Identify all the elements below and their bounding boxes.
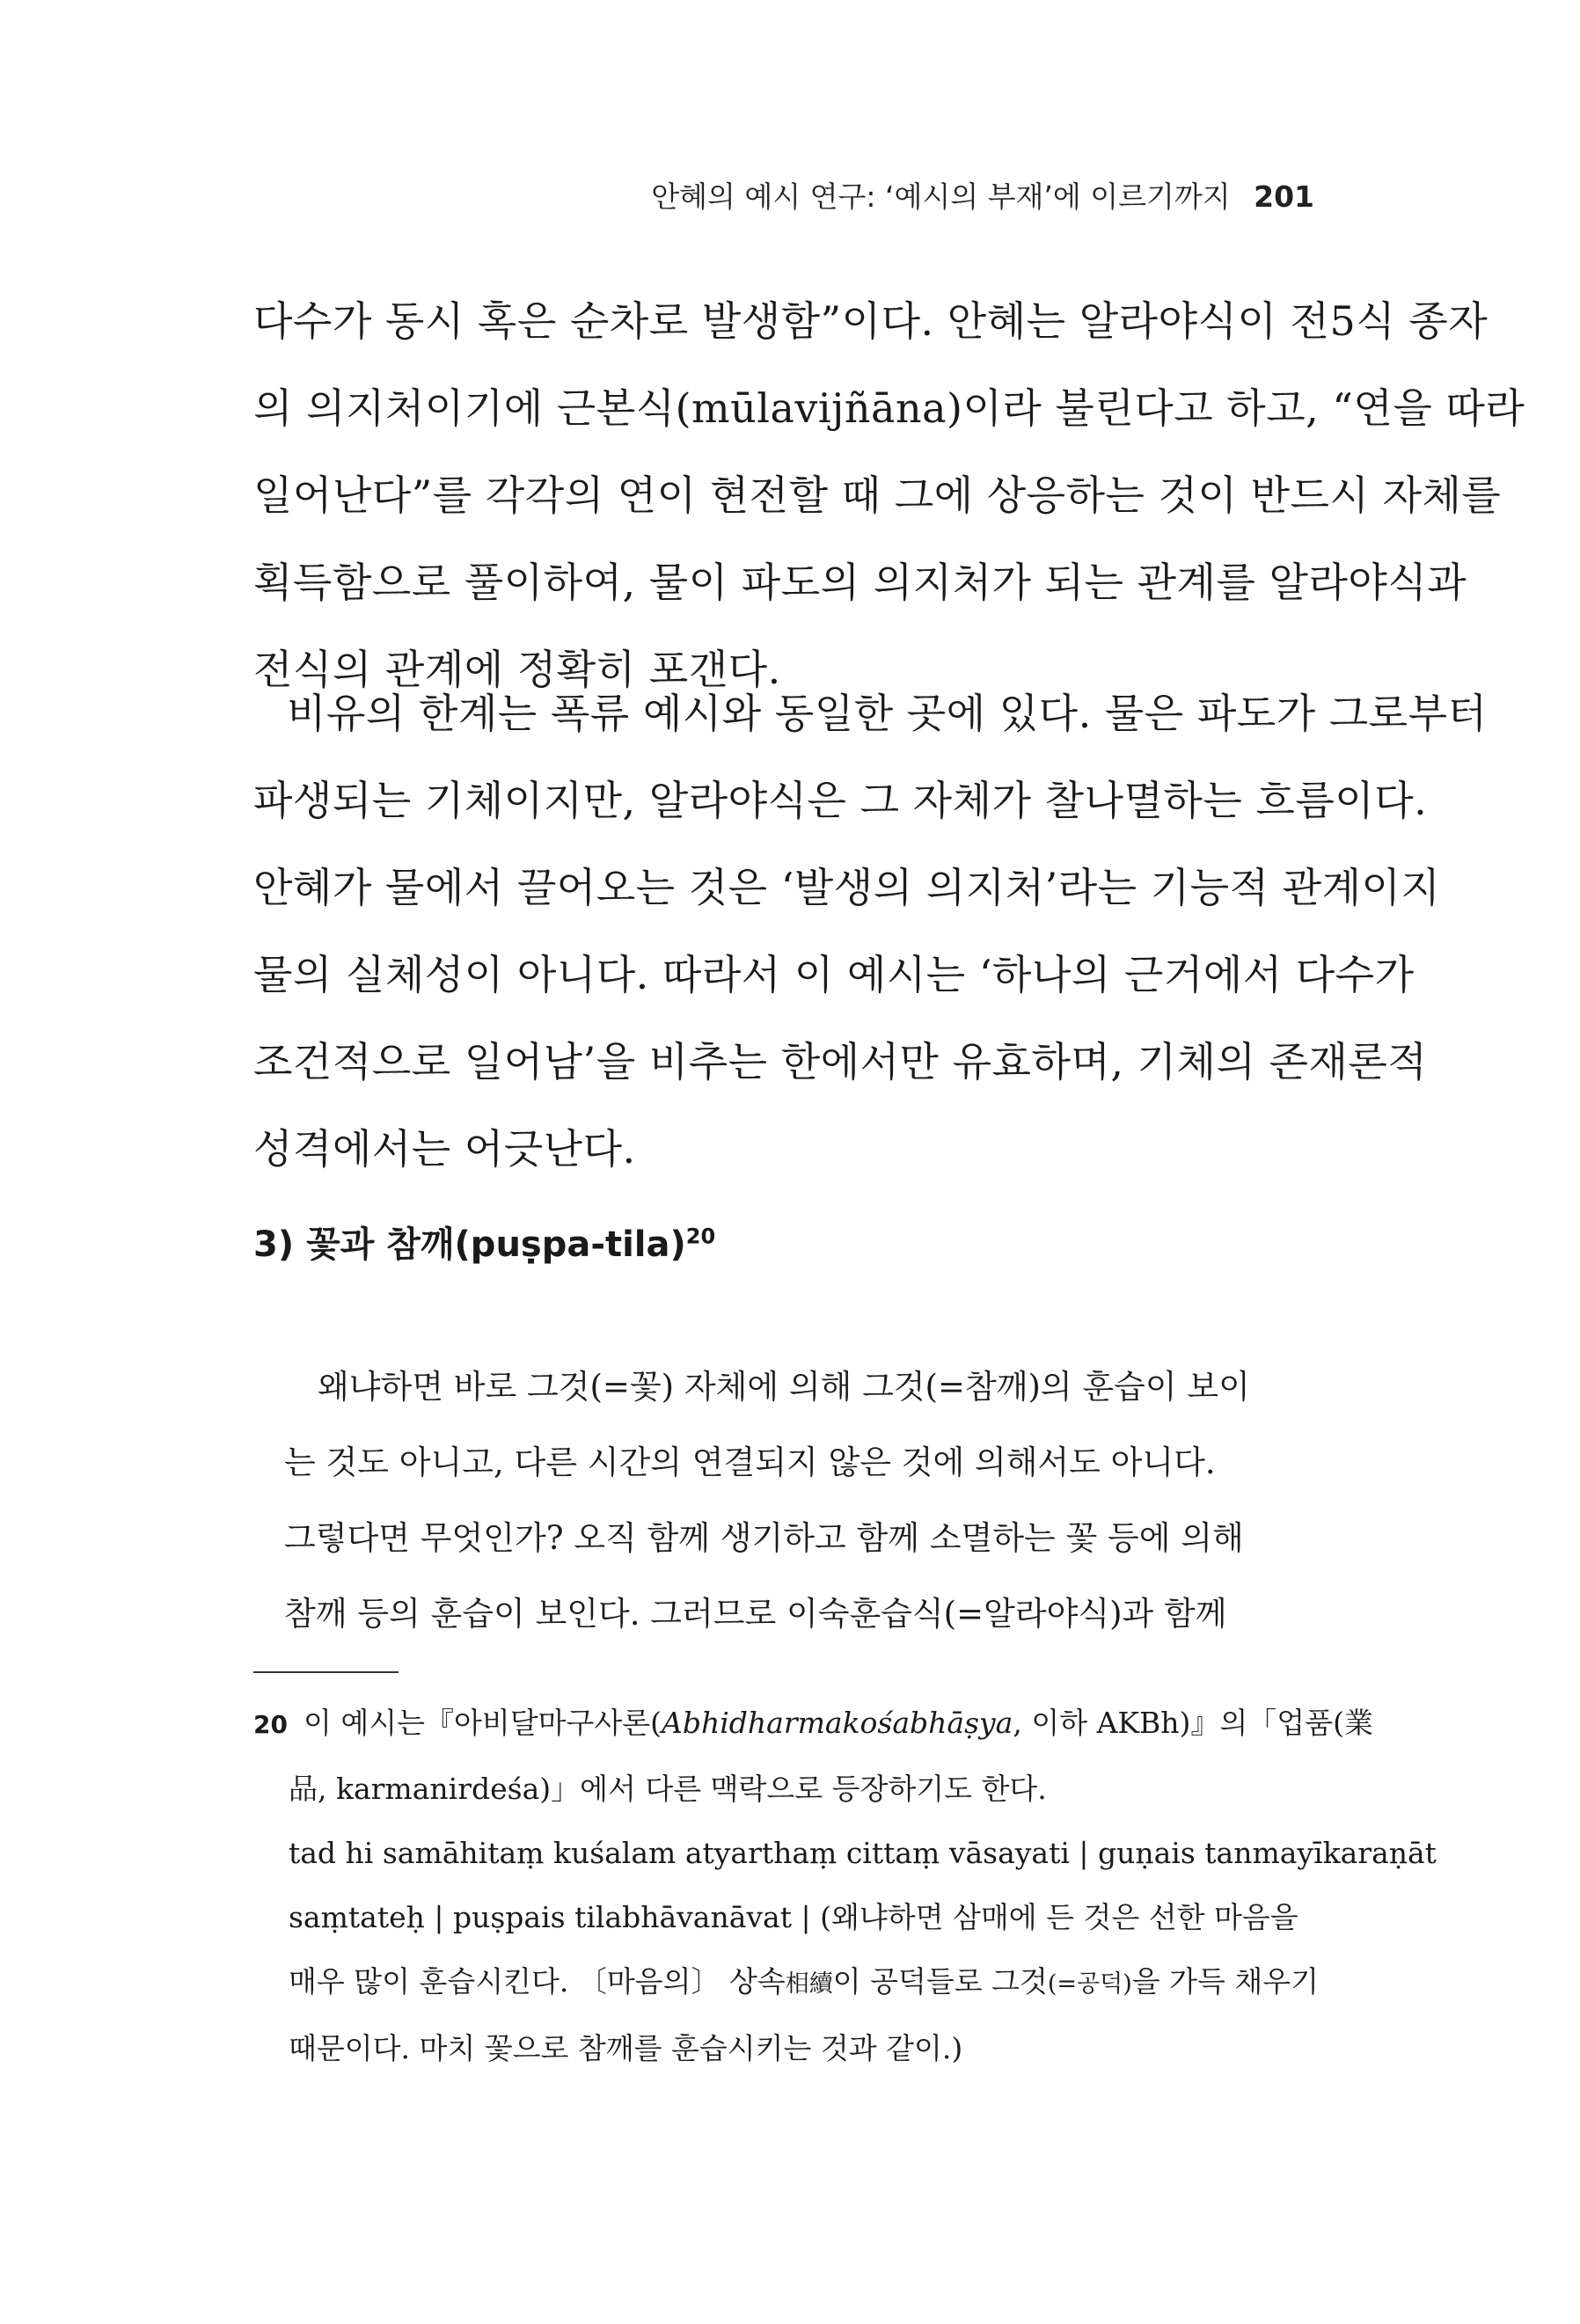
paragraph-line: 의 의지처이기에 근본식(mūlavijñāna)이라 불린다고 하고, “연을 따라 xyxy=(253,384,1525,432)
paragraph-line: 물의 실체성이 아니다. 따라서 이 예시는 ‘하나의 근거에서 다수가 xyxy=(253,951,1415,998)
footnote-line xyxy=(253,1691,1373,1757)
quote-line: 그렇다면 무엇인가? 오직 함께 생기하고 함께 소멸하는 꽃 등에 의해 xyxy=(284,1519,1244,1557)
footnote xyxy=(253,1691,1437,2080)
footnote-text: 이 공덕들로 그것 xyxy=(832,1964,1048,1999)
paragraph-line: 일어난다”를 각각의 연이 현전할 때 그에 상응하는 것이 반드시 자체를 xyxy=(253,471,1502,519)
block-quote xyxy=(284,1349,1278,1652)
footnote-small-text: 相續 xyxy=(785,1970,833,1998)
paragraph-line: 다수가 동시 혹은 순차로 발생함”이다. 안혜는 알라야식이 전5식 종자 xyxy=(253,297,1489,345)
paragraph-line: 전식의 관계에 정확히 포갠다. xyxy=(253,646,781,693)
footnote-line: saṃtateḥ | puṣpais tilabhāvanāvat | (왜냐하면 삼매에 든 것은 선한 마음을 xyxy=(289,1900,1298,1934)
quote-line: 왜냐하면 바로 그것(=꽃) 자체에 의해 그것(=참깨)의 훈습이 보이 xyxy=(318,1368,1250,1406)
paragraph-line: 파생되는 기체이지만, 알라야식은 그 자체가 찰나멸하는 흐름이다. xyxy=(253,777,1428,824)
section-heading-text: 3) 꽃과 참깨(puṣpa-tila) xyxy=(253,1224,686,1265)
footnote-line: 品, karmanirdeśa)」에서 다른 맥락으로 등장하기도 한다. xyxy=(289,1772,1047,1806)
running-title: 안혜의 예시 연구: ‘예시의 부재’에 이르기까지 xyxy=(651,179,1231,214)
footnote-text: 을 가득 채우기 xyxy=(1131,1964,1319,1999)
quote-line: 참깨 등의 훈습이 보인다. 그러므로 이숙훈습식(=알라야식)과 함께 xyxy=(284,1595,1227,1633)
paragraph-line: 비유의 한계는 폭류 예시와 동일한 곳에 있다. 물은 파도가 그로부터 xyxy=(287,690,1488,737)
footnote-text: 이 예시는『아비달마구사론( xyxy=(303,1706,662,1740)
paragraph-2 xyxy=(253,670,1488,1193)
page-number: 201 xyxy=(1254,179,1314,214)
section-heading xyxy=(253,1217,715,1267)
footnote-number: 20 xyxy=(253,1710,288,1739)
footnote-text: , 이하 AKBh)』의「업품(業 xyxy=(1013,1706,1373,1740)
paragraph-line: 조건적으로 일어남’을 비추는 한에서만 유효하며, 기체의 존재론적 xyxy=(253,1038,1428,1085)
footnote-small-text: (=공덕) xyxy=(1047,1970,1132,1998)
footnote-reference[interactable]: 20 xyxy=(685,1224,716,1249)
quote-line: 는 것도 아니고, 다른 시간의 연결되지 않은 것에 의해서도 아니다. xyxy=(284,1443,1216,1481)
footnote-text: 매우 많이 훈습시킨다. 〔마음의〕 상속 xyxy=(289,1964,786,1999)
paragraph-line: 안혜가 물에서 끌어오는 것은 ‘발생의 의지처’라는 기능적 관계이지 xyxy=(253,864,1441,911)
running-header xyxy=(651,174,1314,216)
footnote-separator xyxy=(253,1671,399,1673)
footnote-line: 때문이다. 마치 꽃으로 참깨를 훈습시키는 것과 같이.) xyxy=(289,2031,963,2065)
footnote-italic-title: Abhidharmakośabhāṣya xyxy=(662,1706,1013,1740)
footnote-line xyxy=(253,1949,1325,2016)
paragraph-1 xyxy=(253,278,1525,713)
footnote-line: tad hi samāhitaṃ kuśalam atyarthaṃ cittaṃ vāsayati | guṇais tanmayīkaraṇāt xyxy=(289,1836,1437,1870)
paragraph-line: 성격에서는 어긋난다. xyxy=(253,1125,636,1173)
paragraph-line: 획득함으로 풀이하여, 물이 파도의 의지처가 되는 관계를 알라야식과 xyxy=(253,559,1467,606)
